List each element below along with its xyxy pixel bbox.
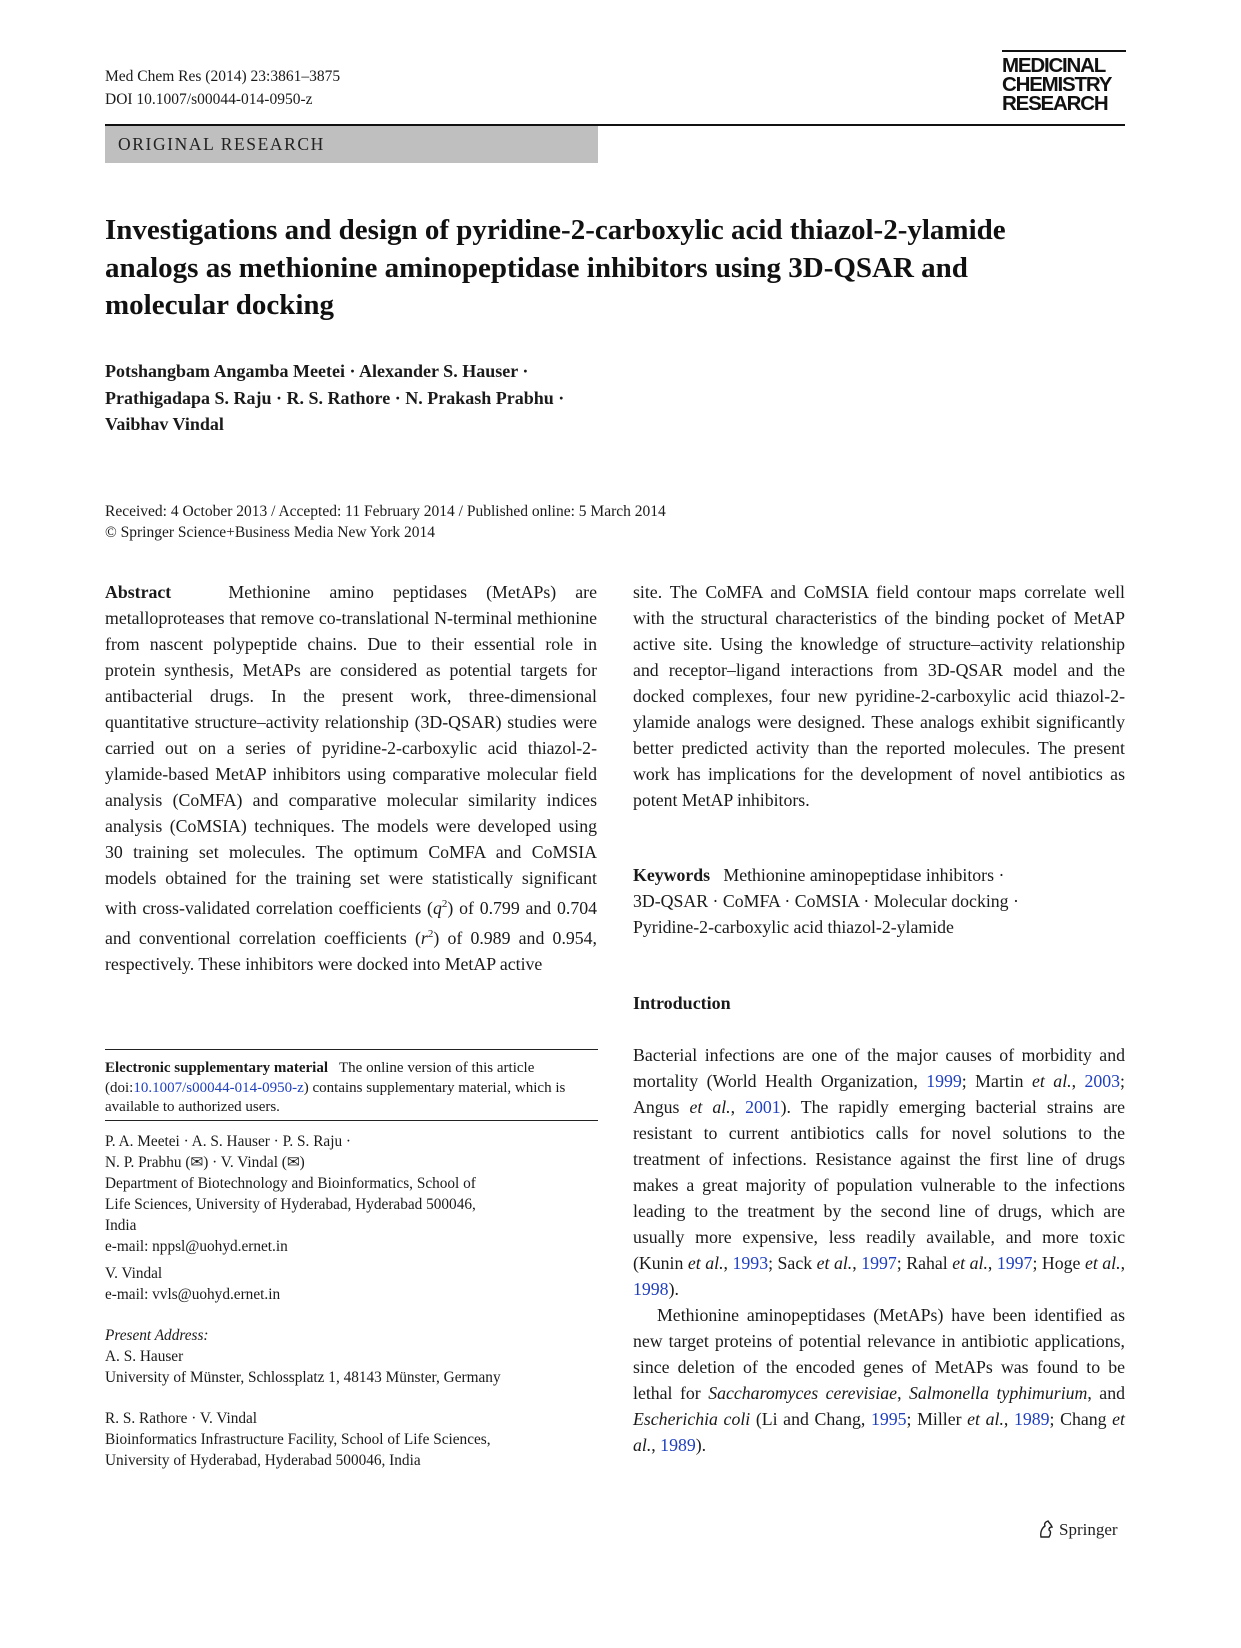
keywords-label: Keywords [633,865,711,885]
publication-dates [105,501,666,543]
journal-doi: DOI 10.1007/s00044-014-0950-z [105,91,313,108]
citation-link[interactable]: 1999 [926,1071,962,1091]
present-address-block: Present Address: A. S. Hauser University of Münster, Schlossplatz 1, 48143 Münster, Germany [105,1325,598,1388]
journal-logo-line: CHEMISTRY [1002,73,1112,96]
journal-citation-block [105,65,340,111]
affiliation-block: R. S. Rathore · V. Vindal Bioinformatics Infrastructure Facility, School of Life Sciences, University of Hyderabad, Hyderabad 500046, India [105,1410,491,1469]
citation-link[interactable]: 2003 [1084,1071,1121,1091]
q-symbol: q [432,897,442,918]
section-label: ORIGINAL RESEARCH [118,134,325,154]
footnote-divider [105,1049,598,1050]
author: Prathigadapa S. Raju [105,387,272,408]
citation-link[interactable]: 2001 [745,1097,781,1117]
keyword: CoMSIA [794,891,859,911]
publisher-logo [1037,1519,1118,1540]
citation-link[interactable]: 1989 [660,1435,696,1455]
keyword: Pyridine-2-carboxylic acid thiazol-2-ylamide [633,917,954,937]
author: Alexander S. Hauser [359,361,518,381]
abstract-text: Methionine amino peptidases (MetAPs) are metalloproteases that remove co-translational N-terminal methionine from nascent polypeptide chains. Due to their essential role in protein synthesis, MetAPs are considered as potential targets for antibacterial drugs. In the present work, three-dimensional quantitative structure–activity relationship (3D-QSAR) studies were carried out on a series of pyridine-2-carboxylic acid thiazol-2-ylamide-based MetAP inhibitors using comparative molecular field analysis (CoMFA) and comparative molecular similarity indices analysis (CoMSIA) techniques. The models were developed using 30 training set molecules. The optimum CoMFA and CoMSIA models obtained for the training set were statistically significant with cross-validated correlation coefficients ( [105,582,597,918]
present-address-label: Present Address: [105,1327,209,1344]
abstract-continued: site. The CoMFA and CoMSIA field contour maps correlate well with the structural characteristics of the binding pocket of MetAP active site. Using the knowledge of structure–activity relationship and receptor–ligand interactions from 3D-QSAR model and the docked complexes, four new pyridine-2-carboxylic acid thiazol-2-ylamide analogs were designed. These analogs exhibit significantly better predicted activity than the reported molecules. The present work has implications for the development of novel antibiotics as potent MetAP inhibitors. [633,582,1125,810]
supplementary-note: Electronic supplementary material The online version of this article (doi:10.1007/s00044-014-0950-z) contains supplementary material, which is available to authorized users. [105,1060,566,1115]
journal-citation: Med Chem Res (2014) 23:3861–3875 [105,68,341,85]
q-exponent: 2 [441,898,448,910]
copyright: © Springer Science+Business Media New York 2014 [105,524,436,541]
citation-link[interactable]: 1997 [996,1253,1033,1273]
citation-link[interactable]: 1989 [1013,1409,1050,1429]
abstract-label: Abstract [105,582,172,602]
author: R. S. Rathore [286,387,391,408]
r-symbol: r [420,927,428,948]
abstract-text: ) of 0.989 and 0.954, respectively. These inhibitors were docked into MetAP active [105,927,598,974]
journal-logo-line: MEDICINAL [1002,54,1106,77]
email: e-mail: vvls@uohyd.ernet.in [105,1286,281,1303]
dates-line: Received: 4 October 2013 / Accepted: 11 February 2014 / Published online: 5 March 2014 [105,503,666,520]
springer-horse-icon [1037,1519,1055,1539]
publisher-name: Springer [1059,1520,1118,1539]
citation-link[interactable]: 1995 [870,1409,907,1429]
footnote-divider [105,1120,598,1121]
email: e-mail: nppsl@uohyd.ernet.in [105,1238,288,1255]
intro-paragraph: Methionine aminopeptidases (MetAPs) have been identified as new target proteins of potential relevance in antibiotic applications, since deletion of the encoded genes of MetAPs was found to be lethal for Saccharomyces cerevisiae, Salmonella typhimurium, and Escherichia coli (Li and Chang, 1995; Miller et al., 1989; Chang et al., 1989). [633,1305,1125,1455]
author: Potshangbam Angamba Meetei [105,361,345,381]
article-title: Investigations and design of pyridine-2-carboxylic acid thiazol-2-ylamide analogs as methionine aminopeptidase inhibitors using 3D-QSAR and molecular docking [105,214,1006,321]
abstract [105,579,597,977]
abstract-text: ) of 0.799 and 0.704 and conventional correlation coefficients ( [105,897,597,948]
intro-paragraph: Bacterial infections are one of the major causes of morbidity and mortality (World Health Organization, 1999; Martin et al., 2003; Angus et al., 2001). The rapidly emerging bacterial strains are resistant to current antibiotics calls for novel solutions to the treatment of infections. Resistance against the first line of drugs makes a great majority of population vulnerable to the infections leading to the treatment by the second line of drugs, which are usually more expensive, less readily available, and more toxic (Kunin et al., 1993; Sack et al., 1997; Rahal et al., 1997; Hoge et al., 1998). [633,1045,1126,1299]
journal-logo-line: RESEARCH [1002,92,1108,115]
r-exponent: 2 [427,927,434,940]
affiliation-block: P. A. Meetei · A. S. Hauser · P. S. Raju · N. P. Prabhu (✉) · V. Vindal (✉) Department of Biotechnology and Bioinformatics, School of Life Sciences, University of Hyderabad, Hyderabad 500046, India e-mail: nppsl@uohyd.ernet.in [105,1131,598,1257]
citation-link[interactable]: 1998 [633,1279,669,1299]
supplementary-doi-link[interactable]: 10.1007/s00044-014-0950-z [133,1079,304,1096]
keyword: CoMFA [722,891,780,911]
author-list: Potshangbam Angamba Meetei · Alexander S. Hauser · Prathigadapa S. Raju · R. S. Rathore · N. Prakash Prabhu · Vaibhav Vindal [105,361,565,434]
keywords: Keywords Methionine aminopeptidase inhibitors · 3D-QSAR · CoMFA · CoMSIA · Molecular docking · Pyridine-2-carboxylic acid thiazol-2-ylamide [633,865,1019,937]
supplementary-label: Electronic supplementary material [105,1060,329,1076]
author: N. Prakash Prabhu [405,387,554,408]
keyword: Molecular docking [873,891,1009,911]
keyword: 3D-QSAR [633,891,709,911]
section-banner [105,126,598,163]
affiliation-block: V. Vindal e-mail: vvls@uohyd.ernet.in [105,1263,598,1305]
author: Vaibhav Vindal [105,414,224,434]
introduction-body [633,1042,1125,1458]
introduction-heading: Introduction [633,993,731,1013]
citation-link[interactable]: 1997 [861,1253,897,1273]
citation-link[interactable]: 1993 [732,1253,769,1273]
journal-logo [1002,50,1126,113]
keyword: Methionine aminopeptidase inhibitors [723,865,995,885]
